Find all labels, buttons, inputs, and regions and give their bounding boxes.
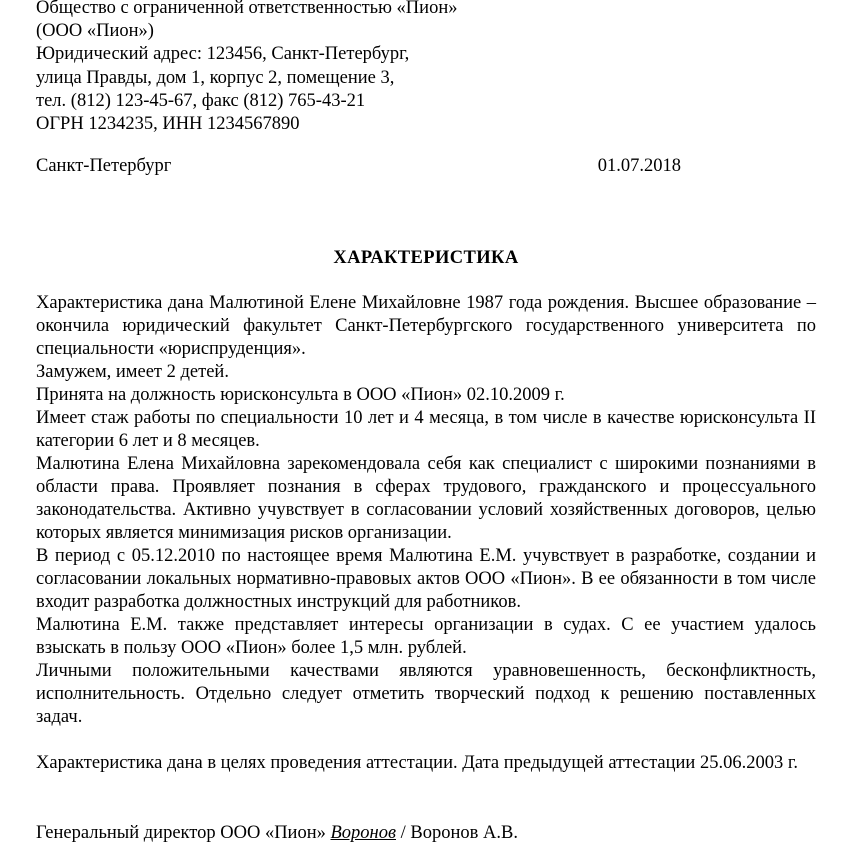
document-date: 01.07.2018	[597, 156, 681, 176]
signer-position: Генеральный директор ООО «Пион»	[36, 823, 326, 843]
paragraph-court: Малютина Е.М. также представляет интересы организации в судах. С ее участием удалось взыскать в пользу ООО «Пион» более 1,5 млн. рублей.	[36, 615, 816, 658]
handwritten-signature: Воронов	[330, 823, 396, 843]
company-street-address: улица Правды, дом 1, корпус 2, помещение 3,	[36, 67, 395, 88]
document-body	[36, 292, 816, 775]
company-ogrn-inn: ОГРН 1234235, ИНН 1234567890	[36, 114, 300, 135]
signature-separator: /	[400, 823, 406, 843]
spacer	[36, 729, 816, 752]
document-title: ХАРАКТЕРИСТИКА	[333, 248, 519, 268]
signer-name: Воронов А.В.	[410, 823, 518, 843]
company-full-name: Общество с ограниченной ответственностью «Пион»	[36, 0, 458, 18]
paragraph-education: Характеристика дана Малютиной Елене Михайловне 1987 года рождения. Высшее образование – окончила юридический факультет Санкт-Петербургского государственного университета по специальности «юриспруденция».	[36, 293, 816, 359]
place-date-line	[36, 155, 681, 178]
paragraph-qualities: Личными положительными качествами являются уравновешенность, бесконфликтность, исполнительность. Отдельно следует отметить творческий подход к решению поставленных задач.	[36, 661, 816, 727]
company-phone-fax: тел. (812) 123-45-67, факс (812) 765-43-21	[36, 90, 366, 111]
company-short-name: (ООО «Пион»)	[36, 21, 154, 42]
paragraph-competence: Малютина Елена Михайловна зарекомендовала себя как специалист с широкими познаниями в области права. Проявляет познания в сферах трудового, гражданского и процессуального законодательства. Активно учувствует в согласовании условий хозяйственных договоров, целью которых является минимизация рисков организации.	[36, 454, 816, 543]
paragraph-hired: Принята на должность юрисконсульта в ООО «Пион» 02.10.2009 г.	[36, 385, 565, 405]
paragraph-purpose: Характеристика дана в целях проведения аттестации. Дата предыдущей аттестации 25.06.2003 г.	[36, 753, 798, 773]
paragraph-experience: Имеет стаж работы по специальности 10 лет и 4 месяца, в том числе в качестве юрисконсульта II категории 6 лет и 8 месяцев.	[36, 408, 816, 451]
signature-line	[36, 822, 518, 845]
document-page	[36, 0, 816, 843]
company-legal-address: Юридический адрес: 123456, Санкт-Петербург,	[36, 44, 410, 65]
place: Санкт-Петербург	[36, 156, 172, 176]
paragraph-family: Замужем, имеет 2 детей.	[36, 362, 229, 382]
company-header	[36, 0, 816, 136]
paragraph-duties: В период с 05.12.2010 по настоящее время Малютина Е.М. учувствует в разработке, создании и согласовании локальных нормативно-правовых актов ООО «Пион». В ее обязанности в том числе входит разработка должностных инструкций для работников.	[36, 546, 816, 612]
